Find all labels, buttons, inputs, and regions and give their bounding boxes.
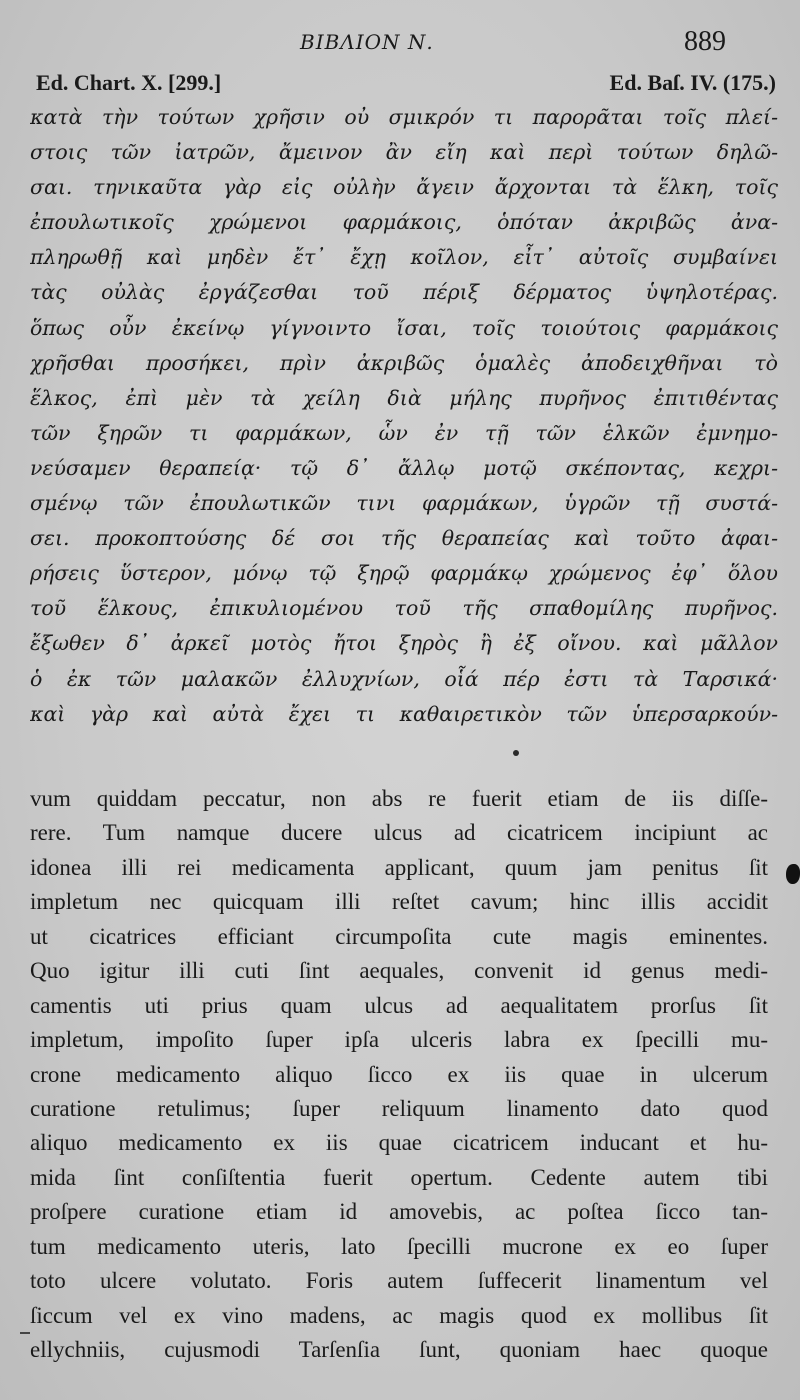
greek-line: πληρωθῇ καὶ μηδὲν ἔτ᾽ ἔχῃ κοῖλον, εἶτ᾽ αὐτοῖς συμβαίνει — [30, 245, 778, 270]
page-number: 889 — [684, 26, 726, 57]
latin-line: impletum, impoſito ſuper ipſa ulceris labra ex ſpecilli mu- — [30, 1027, 768, 1053]
greek-line: ρήσεις ὕστερον, μόνῳ τῷ ξηρῷ φαρμάκῳ χρώμενος ἐφ᾽ ὅλου — [30, 561, 778, 586]
greek-line: νεύσαμεν θεραπείᾳ· τῷ δ᾽ ἄλλῳ μοτῷ σκέποντας, κεχρι- — [30, 455, 778, 480]
latin-line: tum medicamento uteris, lato ſpecilli mucrone ex eo ſuper — [30, 1233, 768, 1259]
section-divider-dot — [513, 750, 519, 756]
edition-basel-reference: Ed. Baſ. IV. (175.) — [609, 70, 776, 95]
latin-line: ellychniis, cujusmodi Tarſenſia ſunt, quoniam haec quoque — [30, 1337, 768, 1362]
latin-line: toto ulcere volutato. Foris autem ſuffecerit linamentum vel — [30, 1268, 768, 1294]
margin-mark — [20, 1332, 30, 1334]
greek-line: τὰς οὐλὰς ἐργάζεσθαι τοῦ πέριξ δέρματος ὑψηλοτέρας. — [30, 280, 778, 305]
latin-line: crone medicamento aliquo ſicco ex iis quae in ulcerum — [30, 1061, 768, 1087]
edition-reference-line — [36, 70, 776, 100]
latin-line: impletum nec quicquam illi reſtet cavum; hinc illis accidit — [30, 889, 768, 915]
latin-line: Quo igitur illi cuti ſint aequales, convenit id genus medi- — [30, 958, 768, 984]
greek-line: ὁ ἐκ τῶν μαλακῶν ἐλλυχνίων, οἷά πέρ ἐστι τὰ Ταρσικά· — [30, 666, 778, 691]
latin-line: camentis uti prius quam ulcus ad aequalitatem prorſus ſit — [30, 992, 768, 1018]
greek-line: χρῆσθαι προσήκει, πρὶν ἀκριβῶς ὁμαλὲς ἀποδειχθῆναι τὸ — [30, 350, 778, 375]
latin-line: rere. Tum namque ducere ulcus ad cicatricem incipiunt ac — [30, 820, 768, 846]
greek-line: σαι. τηνικαῦτα γὰρ εἰς οὐλὴν ἄγειν ἄρχονται τὰ ἕλκη, τοῖς — [30, 175, 778, 200]
greek-line: σει. προκοπτούσης δέ σοι τῆς θεραπείας καὶ τοῦτο ἀφαι- — [30, 526, 778, 551]
running-head — [0, 24, 800, 64]
greek-line: ἕλκος, ἐπὶ μὲν τὰ χείλη διὰ μήλης πυρῆνος ἐπιτιθέντας — [30, 385, 778, 410]
latin-line: vum quiddam peccatur, non abs re fuerit etiam de iis diſſe- — [30, 786, 768, 811]
edition-chart-reference: Ed. Chart. X. [299.] — [36, 70, 222, 95]
latin-line: mida ſint conſiſtentia fuerit opertum. Cedente autem tibi — [30, 1164, 768, 1190]
greek-text-block — [30, 100, 778, 732]
greek-line: στοις τῶν ἰατρῶν, ἄμεινον ἂν εἴη καὶ περὶ τούτων δηλῶ- — [30, 140, 778, 165]
running-title: BIBΛIOΝ Ν. — [300, 30, 434, 54]
greek-line: ὅπως οὖν ἐκείνῳ γίγνοιντο ἴσαι, τοῖς τοιούτοις φαρμάκοις — [30, 315, 778, 340]
greek-line: ἔξωθεν δ᾽ ἀρκεῖ μοτὸς ἤτοι ξηρὸς ἢ ἐξ οἴνου. καὶ μᾶλλον — [30, 631, 778, 656]
greek-line: σμένῳ τῶν ἐπουλωτικῶν τινι φαρμάκων, ὑγρῶν τῇ συστά- — [30, 491, 778, 516]
latin-line: proſpere curatione etiam id amovebis, ac poſtea ſicco tan- — [30, 1199, 768, 1225]
greek-line: κατὰ τὴν τούτων χρῆσιν οὐ σμικρόν τι παρορᾶται τοῖς πλεί- — [30, 105, 778, 129]
latin-text-block — [30, 782, 768, 1367]
greek-line: τῶν ξηρῶν τι φαρμάκων, ὧν ἐν τῇ τῶν ἑλκῶν ἐμνημο- — [30, 420, 778, 445]
latin-line: ut cicatrices efficiant circumpoſita cute magis eminentes. — [30, 923, 768, 949]
greek-line: ἐπουλωτικοῖς χρώμενοι φαρμάκοις, ὁπόταν ἀκριβῶς ἀνα- — [30, 210, 778, 235]
greek-line: τοῦ ἕλκους, ἐπικυλιομένου τοῦ τῆς σπαθομίλης πυρῆνος. — [30, 596, 778, 621]
latin-line: idonea illi rei medicamenta applicant, quum jam penitus ſit — [30, 854, 768, 880]
latin-line: aliquo medicamento ex iis quae cicatricem inducant et hu- — [30, 1130, 768, 1156]
latin-line: ſiccum vel ex vino madens, ac magis quod ex mollibus ſit — [30, 1302, 768, 1328]
latin-line: curatione retulimus; ſuper reliquum linamento dato quod — [30, 1095, 768, 1121]
ink-blot — [786, 864, 800, 884]
greek-line: καὶ γὰρ καὶ αὐτὰ ἔχει τι καθαιρετικὸν τῶν ὑπερσαρκούν- — [30, 701, 778, 726]
